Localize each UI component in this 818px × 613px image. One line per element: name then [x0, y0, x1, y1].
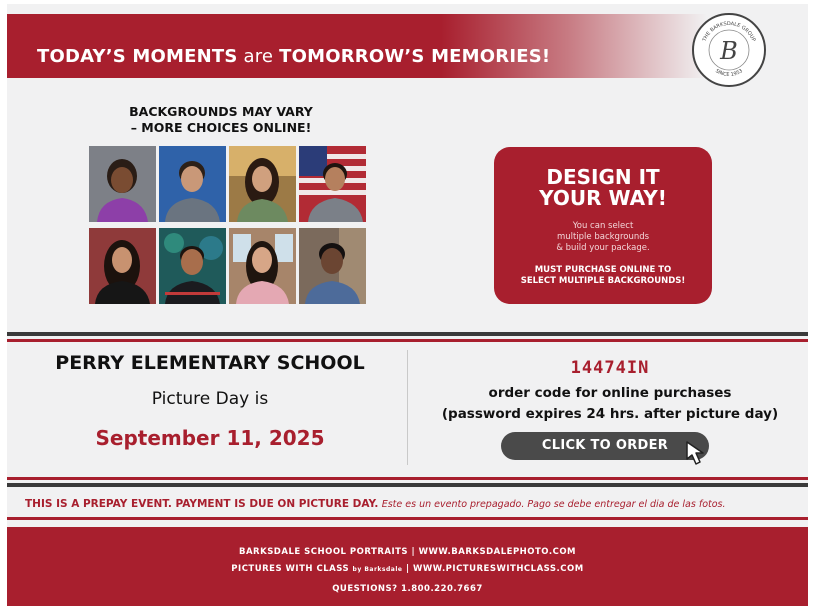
sample-portrait-3 — [229, 146, 296, 222]
sample-portrait-7 — [229, 228, 296, 304]
design-title-line2: YOUR WAY! — [539, 186, 667, 210]
pointer-cursor-icon — [684, 440, 710, 466]
password-note: (password expires 24 hrs. after picture day) — [441, 406, 779, 422]
design-body-line1: You can select — [572, 221, 634, 231]
footer-separator-1: | — [411, 547, 416, 557]
banner-text-3: TOMORROW’S MEMORIES! — [279, 46, 551, 67]
design-body-line2: multiple backgrounds — [556, 232, 650, 242]
footer-pictureswithclass-url-link[interactable]: WWW.PICTURESWITHCLASS.COM — [413, 564, 584, 574]
design-it-your-way-panel — [494, 147, 712, 304]
design-body-line3: & build your package. — [556, 243, 650, 253]
footer — [7, 527, 808, 606]
design-title-line1: DESIGN IT — [546, 165, 660, 189]
sample-portrait-2 — [159, 146, 226, 222]
sample-portrait-5 — [89, 228, 156, 304]
sample-portrait-1 — [89, 146, 156, 222]
divider-red-top — [7, 339, 808, 342]
divider-dark-top — [7, 332, 808, 336]
footer-pictures-with-class: PICTURES WITH CLASS — [231, 564, 350, 574]
banner-headline — [37, 46, 550, 67]
footer-questions-phone: QUESTIONS? 1.800.220.7667 — [332, 584, 483, 594]
seal-bottom-text: SINCE 1953 — [714, 68, 744, 79]
footer-company-name: BARKSDALE SCHOOL PORTRAITS — [239, 547, 409, 557]
seal-top-text: THE BARKSDALE GROUP — [701, 20, 757, 43]
barksdale-seal-logo — [692, 13, 766, 87]
prepay-english: THIS IS A PREPAY EVENT. PAYMENT IS DUE ON PICTURE DAY. — [25, 498, 379, 510]
footer-line1 — [7, 547, 808, 557]
click-to-order-button[interactable]: CLICK TO ORDER — [501, 432, 709, 460]
prepay-spanish: Este es un evento prepagado. Pago se debe entregar el dia de las fotos. — [381, 499, 726, 510]
backgrounds-note-line2: – MORE CHOICES ONLINE! — [130, 120, 312, 135]
sample-portrait-6 — [159, 228, 226, 304]
picture-day-date: September 11, 2025 — [95, 426, 325, 450]
school-name: PERRY ELEMENTARY SCHOOL — [55, 352, 365, 374]
picture-day-label: Picture Day is — [151, 389, 269, 409]
header-banner — [7, 14, 707, 78]
vertical-divider — [407, 350, 408, 465]
divider-red-mid — [7, 477, 808, 480]
banner-text-1: TODAY’S MOMENTS — [37, 46, 238, 67]
design-note-line1: MUST PURCHASE ONLINE TO — [534, 265, 672, 275]
banner-text-2: are — [237, 46, 280, 67]
seal-letter: B — [720, 37, 738, 65]
footer-separator-2: | — [405, 564, 410, 574]
design-note-line2: SELECT MULTIPLE BACKGROUNDS! — [520, 276, 686, 286]
order-code-label: order code for online purchases — [488, 385, 732, 401]
backgrounds-note-line1: BACKGROUNDS MAY VARY — [129, 104, 313, 119]
footer-barksdale-url-link[interactable]: WWW.BARKSDALEPHOTO.COM — [418, 547, 576, 557]
footer-by-barksdale: by Barksdale — [352, 566, 403, 573]
order-code: 14474IN — [570, 358, 650, 378]
prepay-notice — [25, 498, 805, 510]
sample-portrait-4 — [299, 146, 366, 222]
footer-line2 — [7, 564, 808, 574]
backgrounds-note — [106, 104, 336, 136]
divider-dark-mid — [7, 483, 808, 487]
flyer-background — [7, 4, 808, 606]
sample-portrait-8 — [299, 228, 366, 304]
divider-red-bottom — [7, 517, 808, 520]
